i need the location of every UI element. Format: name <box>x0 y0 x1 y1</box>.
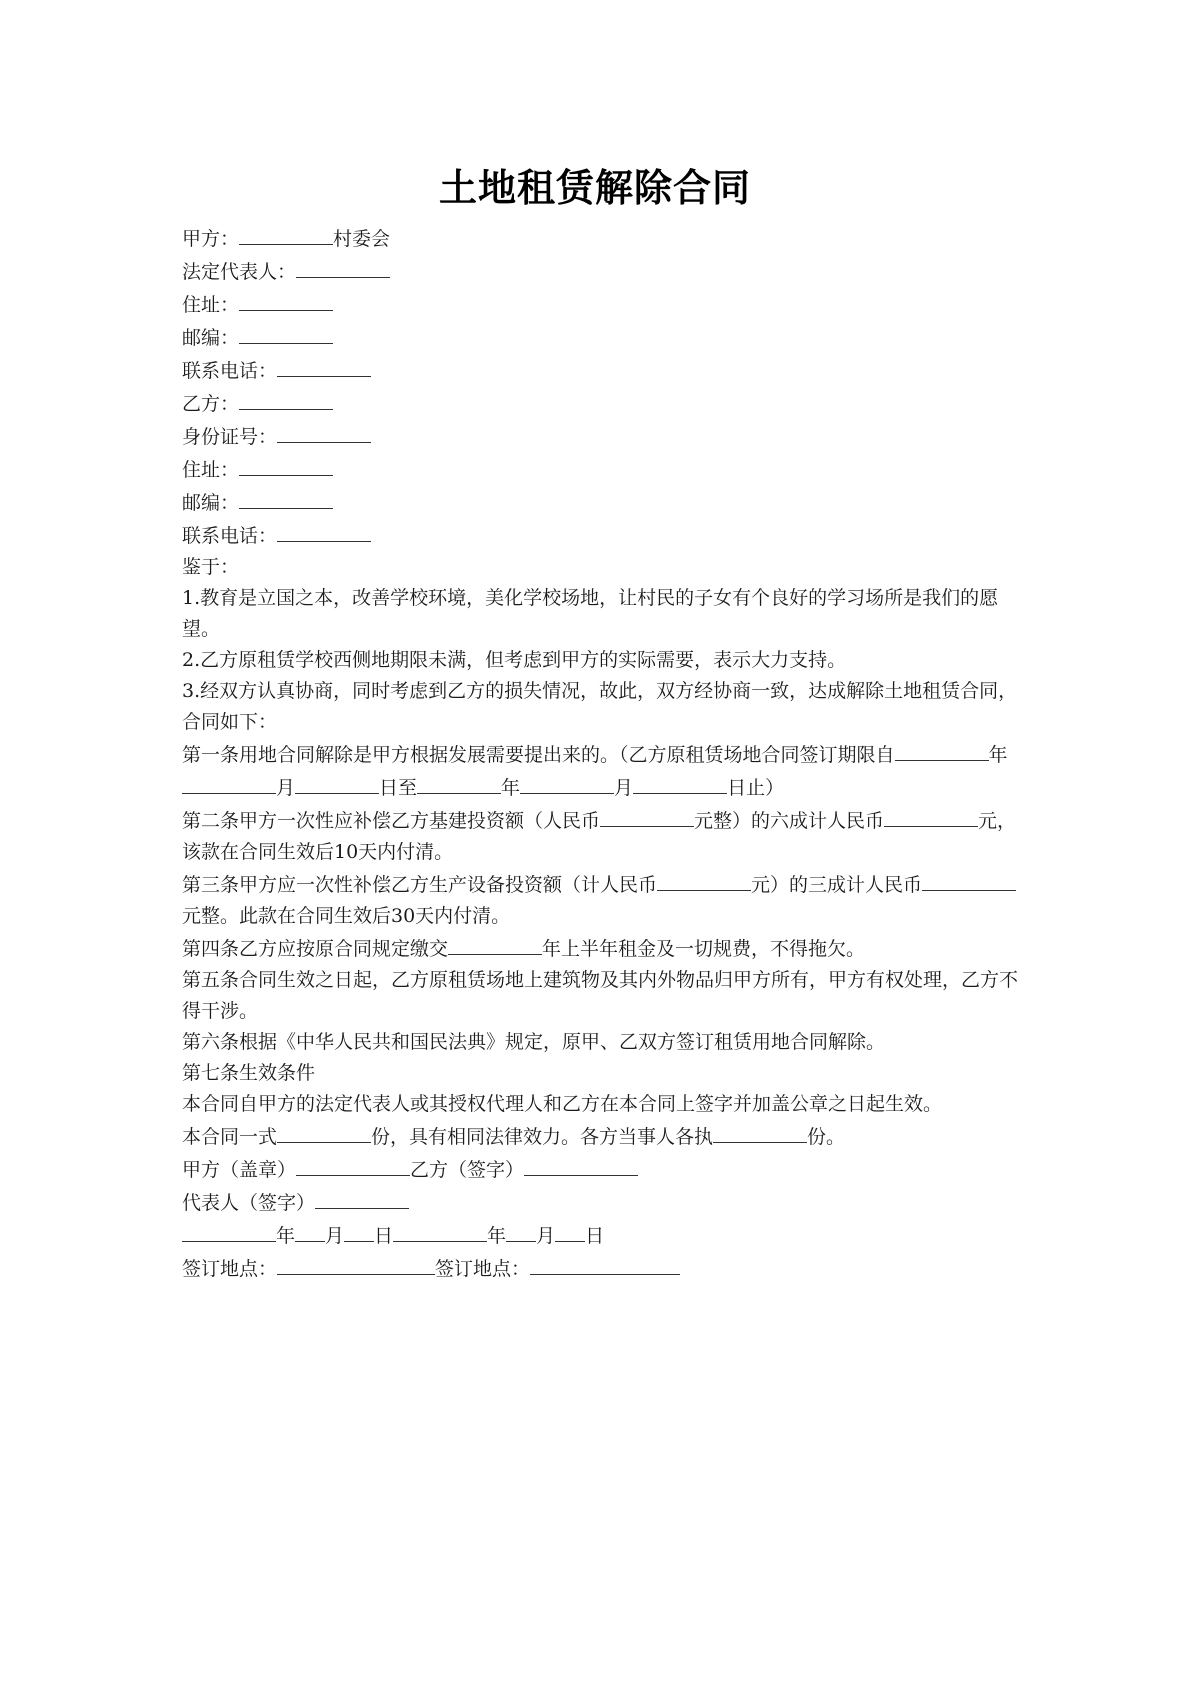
start-year-blank[interactable] <box>895 738 989 761</box>
party-b-address-blank[interactable] <box>239 453 333 476</box>
document-body <box>182 222 1022 1285</box>
party-a-year-blank[interactable] <box>182 1219 276 1242</box>
article-5: 第五条合同生效之日起，乙方原租赁场地上建筑物及其内外物品归甲方所有，甲方有权处理，乙方不得干涉。 <box>182 969 1019 1022</box>
phone-label: 联系电话： <box>182 525 278 547</box>
article-1 <box>182 738 1022 804</box>
equipment-investment-blank[interactable] <box>657 868 751 891</box>
start-day-blank[interactable] <box>295 771 379 794</box>
article-4 <box>182 932 1022 965</box>
party-b-address-line <box>182 453 1022 486</box>
year-label: 年 <box>988 744 1008 766</box>
article-3 <box>182 868 1022 932</box>
month-label: 月 <box>325 1225 345 1247</box>
party-a-day-blank[interactable] <box>344 1219 374 1242</box>
party-a-postcode-line <box>182 321 1022 354</box>
postcode-label: 邮编： <box>182 492 240 514</box>
party-b-sign-label: 乙方（签字） <box>410 1159 525 1181</box>
day-label: 日 <box>374 1225 394 1247</box>
day-end-label: 日止） <box>727 777 785 799</box>
article-4-text-2: 年上半年租金及一切规费，不得拖欠。 <box>542 938 866 960</box>
party-a-label: 甲方： <box>182 228 240 250</box>
copies-text-2: 份，具有相同法律效力。各方当事人各执 <box>371 1126 714 1148</box>
place-label: 签订地点： <box>435 1258 531 1280</box>
article-2-text-3: 元，该款在合同生效后10天内付清。 <box>182 810 1017 863</box>
party-b-line <box>182 387 1022 420</box>
party-a-address-blank[interactable] <box>239 288 333 311</box>
party-a-blank[interactable] <box>239 222 333 245</box>
start-month-blank[interactable] <box>182 771 276 794</box>
year-label: 年 <box>501 777 521 799</box>
copies-text: 本合同一式 <box>182 1126 278 1148</box>
legal-rep-label: 法定代表人： <box>182 261 297 283</box>
party-a-month-blank[interactable] <box>295 1219 325 1242</box>
copies-line <box>182 1120 1022 1153</box>
address-label: 住址： <box>182 294 240 316</box>
signing-place-line <box>182 1252 1022 1285</box>
party-b-month-blank[interactable] <box>506 1219 536 1242</box>
rep-signature-line <box>182 1186 1022 1219</box>
whereas-item-1: 1.教育是立国之本，改善学校环境，美化学校场地，让村民的子女有个良好的学习场所是我们的愿望。 <box>182 587 999 640</box>
party-b-phone-line <box>182 519 1022 552</box>
month-label: 月 <box>536 1225 556 1247</box>
article-3-text-2: 元）的三成计人民币 <box>751 874 923 896</box>
address-label: 住址： <box>182 459 240 481</box>
month-label: 月 <box>614 777 634 799</box>
party-b-label: 乙方： <box>182 393 240 415</box>
base-investment-blank[interactable] <box>600 804 694 827</box>
article-7-title: 第七条生效条件 <box>182 1062 316 1084</box>
party-a-phone-line <box>182 354 1022 387</box>
end-year-blank[interactable] <box>417 771 501 794</box>
legal-rep-blank[interactable] <box>296 255 390 278</box>
phone-label: 联系电话： <box>182 360 278 382</box>
day-label: 日 <box>585 1225 605 1247</box>
article-7-body: 本合同自甲方的法定代表人或其授权代理人和乙方在本合同上签字并加盖公章之日起生效。 <box>182 1093 943 1115</box>
copies-text-3: 份。 <box>807 1126 846 1148</box>
party-b-day-blank[interactable] <box>555 1219 585 1242</box>
equipment-compensation-blank[interactable] <box>922 868 1016 891</box>
article-3-text-3: 元整。此款在合同生效后30天内付清。 <box>182 905 511 927</box>
article-3-text: 第三条甲方应一次性补偿乙方生产设备投资额（计人民币 <box>182 874 658 896</box>
total-copies-blank[interactable] <box>277 1120 371 1143</box>
compensation-amount-blank[interactable] <box>884 804 978 827</box>
party-a-seal-blank[interactable] <box>296 1153 410 1176</box>
year-label: 年 <box>487 1225 507 1247</box>
postcode-label: 邮编： <box>182 327 240 349</box>
party-a-address-line <box>182 288 1022 321</box>
year-label: 年 <box>276 1225 296 1247</box>
document-title: 土地租赁解除合同 <box>438 166 751 210</box>
party-a-place-blank[interactable] <box>277 1252 435 1275</box>
party-a-phone-blank[interactable] <box>277 354 371 377</box>
article-2 <box>182 804 1022 868</box>
signature-line <box>182 1153 1022 1186</box>
end-day-blank[interactable] <box>633 771 727 794</box>
party-b-sign-blank[interactable] <box>524 1153 638 1176</box>
party-a-postcode-blank[interactable] <box>239 321 333 344</box>
party-b-blank[interactable] <box>239 387 333 410</box>
party-b-year-blank[interactable] <box>393 1219 487 1242</box>
party-b-postcode-blank[interactable] <box>239 486 333 509</box>
party-a-line <box>182 222 1022 255</box>
article-6: 第六条根据《中华人民共和国民法典》规定，原甲、乙双方签订租赁用地合同解除。 <box>182 1031 886 1053</box>
place-label: 签订地点： <box>182 1258 278 1280</box>
whereas-label: 鉴于： <box>182 556 240 578</box>
article-2-text: 第二条甲方一次性应补偿乙方基建投资额（人民币 <box>182 810 601 832</box>
whereas-item-3: 3.经双方认真协商，同时考虑到乙方的损失情况，故此，双方经协商一致，达成解除土地租赁合同，合同如下： <box>182 680 1018 733</box>
party-a-seal-label: 甲方（盖章） <box>182 1159 297 1181</box>
article-2-text-2: 元整）的六成计人民币 <box>694 810 885 832</box>
rep-sign-blank[interactable] <box>315 1186 409 1209</box>
whereas-item-2: 2.乙方原租赁学校西侧地期限未满，但考虑到甲方的实际需要，表示大力支持。 <box>182 649 847 671</box>
id-label: 身份证号： <box>182 426 278 448</box>
party-b-id-blank[interactable] <box>277 420 371 443</box>
party-b-id-line <box>182 420 1022 453</box>
month-label: 月 <box>276 777 296 799</box>
rep-sign-label: 代表人（签字） <box>182 1192 316 1214</box>
party-b-phone-blank[interactable] <box>277 519 371 542</box>
rent-year-blank[interactable] <box>448 932 542 955</box>
legal-rep-line <box>182 255 1022 288</box>
each-copies-blank[interactable] <box>713 1120 807 1143</box>
article-4-text: 第四条乙方应按原合同规定缴交 <box>182 938 449 960</box>
party-a-suffix: 村委会 <box>333 228 391 250</box>
end-month-blank[interactable] <box>520 771 614 794</box>
party-b-postcode-line <box>182 486 1022 519</box>
party-b-place-blank[interactable] <box>530 1252 680 1275</box>
date-line <box>182 1219 1022 1252</box>
article-1-text: 第一条用地合同解除是甲方根据发展需要提出来的。（乙方原租赁场地合同签订期限自 <box>182 744 895 766</box>
day-to-label: 日至 <box>379 777 418 799</box>
